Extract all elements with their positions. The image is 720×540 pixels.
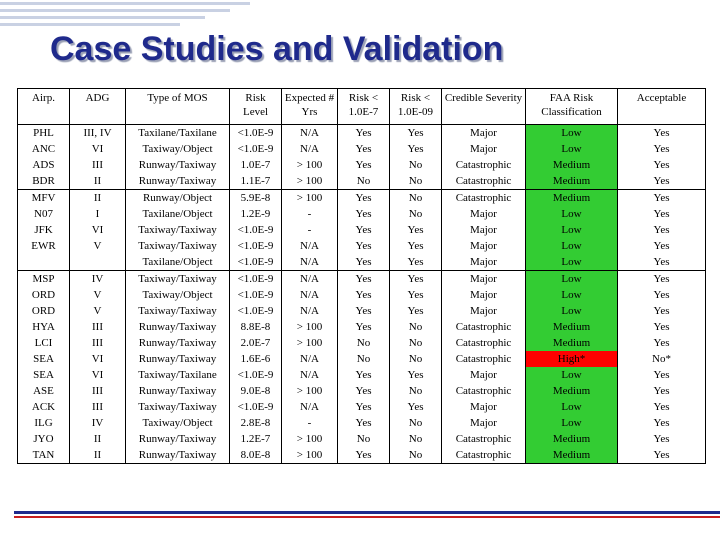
cell-line: No bbox=[408, 385, 423, 397]
cell-line: III bbox=[92, 401, 103, 413]
cell-line: > 100 bbox=[296, 385, 323, 397]
cell-line: Yes bbox=[355, 208, 372, 220]
cell-line: No* bbox=[652, 353, 671, 365]
cell-line: Yes bbox=[407, 289, 424, 301]
cell-airport bbox=[18, 271, 70, 464]
cell-adg bbox=[70, 125, 126, 190]
cell-line: EWR bbox=[31, 240, 56, 252]
cell-line: N/A bbox=[300, 240, 319, 252]
cell-line: Yes bbox=[653, 208, 670, 220]
cell-line: III bbox=[92, 321, 103, 333]
cell-line: Taxiway/Object bbox=[142, 143, 213, 155]
cell-line: V bbox=[93, 289, 102, 301]
cell-line: BDR bbox=[32, 175, 55, 187]
cell-line: III bbox=[92, 159, 103, 171]
cell-risk-1e7 bbox=[338, 125, 390, 190]
cell-line: Yes bbox=[653, 192, 670, 204]
page-title: Case Studies and Validation bbox=[50, 30, 504, 68]
table-row bbox=[18, 271, 706, 464]
cell-line: N/A bbox=[300, 256, 319, 268]
cell-line: ILG bbox=[34, 417, 53, 429]
bottom-rule-accent bbox=[14, 516, 720, 518]
cell-mos-type bbox=[126, 190, 230, 271]
cell-line: Yes bbox=[653, 305, 670, 317]
header-risk-1e7: Risk < 1.0E-7 bbox=[338, 89, 390, 125]
cell-line: No bbox=[356, 175, 371, 187]
cell-line: Yes bbox=[407, 240, 424, 252]
cell-line: Taxiway/Taxiway bbox=[138, 273, 217, 285]
cell-line: Catastrophic bbox=[455, 175, 512, 187]
cell-expected-years bbox=[282, 271, 338, 464]
cell-line: Yes bbox=[355, 143, 372, 155]
cell-line: Catastrophic bbox=[455, 159, 512, 171]
cell-line: Yes bbox=[407, 143, 424, 155]
faa-value: Medium bbox=[526, 335, 617, 351]
cell-line: Catastrophic bbox=[455, 385, 512, 397]
decorative-band bbox=[0, 0, 260, 34]
faa-value: Low bbox=[526, 141, 617, 157]
cell-line: <1.0E-9 bbox=[237, 256, 274, 268]
cell-line: Yes bbox=[355, 321, 372, 333]
cell-line: Yes bbox=[355, 256, 372, 268]
cell-line: III, IV bbox=[83, 127, 112, 139]
cell-line: HYA bbox=[32, 321, 55, 333]
cell-line: Catastrophic bbox=[455, 449, 512, 461]
cell-line: <1.0E-9 bbox=[237, 224, 274, 236]
cell-line: Runway/Taxiway bbox=[138, 175, 217, 187]
cell-line: Yes bbox=[653, 417, 670, 429]
faa-value: Low bbox=[526, 303, 617, 319]
cell-line: <1.0E-9 bbox=[237, 401, 274, 413]
cell-line: <1.0E-9 bbox=[237, 143, 274, 155]
faa-value: Low bbox=[526, 367, 617, 383]
cell-line: Yes bbox=[407, 305, 424, 317]
cell-risk-level bbox=[230, 190, 282, 271]
cell-adg bbox=[70, 271, 126, 464]
cell-line: Major bbox=[470, 369, 497, 381]
cell-line: Runway/Taxiway bbox=[138, 449, 217, 461]
cell-line: VI bbox=[91, 224, 104, 236]
cell-line: Yes bbox=[653, 159, 670, 171]
cell-line: 5.9E-8 bbox=[240, 192, 271, 204]
cell-line: - bbox=[307, 224, 312, 236]
faa-value: Medium bbox=[526, 319, 617, 335]
cell-line: Yes bbox=[355, 305, 372, 317]
cell-line: Major bbox=[470, 256, 497, 268]
cell-line: Major bbox=[470, 208, 497, 220]
cell-credible-severity bbox=[442, 190, 526, 271]
cell-line: Catastrophic bbox=[455, 353, 512, 365]
cell-line: Yes bbox=[653, 273, 670, 285]
header-credible-severity: Credible Severity bbox=[442, 89, 526, 125]
cell-expected-years bbox=[282, 125, 338, 190]
cell-line: Major bbox=[470, 224, 497, 236]
cell-line: LCI bbox=[34, 337, 53, 349]
cell-line: Yes bbox=[355, 369, 372, 381]
cell-line: Runway/Taxiway bbox=[138, 321, 217, 333]
cell-line: Yes bbox=[407, 369, 424, 381]
cell-line: Yes bbox=[653, 369, 670, 381]
cell-line: <1.0E-9 bbox=[237, 305, 274, 317]
cell-line: > 100 bbox=[296, 321, 323, 333]
cell-line: Runway/Taxiway bbox=[138, 337, 217, 349]
cell-line: Yes bbox=[355, 192, 372, 204]
cell-line: Catastrophic bbox=[455, 321, 512, 333]
cell-line: N/A bbox=[300, 273, 319, 285]
cell-line: Major bbox=[470, 401, 497, 413]
cell-line: 2.0E-7 bbox=[240, 337, 271, 349]
cell-line: > 100 bbox=[296, 159, 323, 171]
cell-risk-1e9 bbox=[390, 125, 442, 190]
cell-line: JYO bbox=[33, 433, 54, 445]
cell-line: 8.8E-8 bbox=[240, 321, 271, 333]
cell-line: Yes bbox=[653, 175, 670, 187]
header-expected-years: Expected # Yrs bbox=[282, 89, 338, 125]
cell-line: I bbox=[95, 208, 100, 220]
header-acceptable: Acceptable bbox=[618, 89, 706, 125]
cell-line: Yes bbox=[407, 224, 424, 236]
cell-line: Major bbox=[470, 143, 497, 155]
header-faa-classification: FAA Risk Classification bbox=[526, 89, 618, 125]
cell-line: Yes bbox=[653, 240, 670, 252]
cell-line: Yes bbox=[653, 289, 670, 301]
cell-line: MFV bbox=[31, 192, 56, 204]
cell-line: - bbox=[307, 208, 312, 220]
cell-line: Yes bbox=[653, 256, 670, 268]
faa-value: Medium bbox=[526, 447, 617, 463]
cell-line: 2.8E-8 bbox=[240, 417, 271, 429]
faa-value: High* bbox=[526, 351, 617, 367]
cell-line: 1.0E-7 bbox=[240, 159, 271, 171]
cell-line: Taxiway/Taxilane bbox=[138, 369, 217, 381]
cell-line: Yes bbox=[355, 385, 372, 397]
faa-value: Medium bbox=[526, 431, 617, 447]
cell-line: Yes bbox=[355, 240, 372, 252]
header-airport: Airp. bbox=[18, 89, 70, 125]
faa-value: Medium bbox=[526, 157, 617, 173]
cell-line: No bbox=[408, 159, 423, 171]
cell-faa-classification bbox=[526, 271, 618, 464]
cell-line: Catastrophic bbox=[455, 192, 512, 204]
faa-value: Medium bbox=[526, 173, 617, 189]
cell-line: Yes bbox=[653, 224, 670, 236]
faa-value: Low bbox=[526, 287, 617, 303]
cell-line: Taxiway/Taxiway bbox=[138, 240, 217, 252]
cell-line: Yes bbox=[653, 449, 670, 461]
cell-line: Yes bbox=[653, 401, 670, 413]
cell-line: Yes bbox=[653, 385, 670, 397]
cell-line: II bbox=[93, 433, 102, 445]
cell-line: 1.1E-7 bbox=[240, 175, 271, 187]
cell-line: Taxilane/Object bbox=[142, 208, 213, 220]
cell-line: II bbox=[93, 192, 102, 204]
cell-airport bbox=[18, 190, 70, 271]
cell-line: Taxilane/Taxilane bbox=[138, 127, 217, 139]
cell-line: Yes bbox=[653, 321, 670, 333]
table-header-row bbox=[18, 89, 706, 125]
cell-line: Runway/Object bbox=[142, 192, 213, 204]
cell-adg bbox=[70, 190, 126, 271]
cell-line: <1.0E-9 bbox=[237, 369, 274, 381]
cell-line: TAN bbox=[32, 449, 55, 461]
cell-line: Yes bbox=[355, 401, 372, 413]
cell-line: 9.0E-8 bbox=[240, 385, 271, 397]
faa-value: Medium bbox=[526, 383, 617, 399]
cell-line: Major bbox=[470, 289, 497, 301]
cell-mos-type bbox=[126, 271, 230, 464]
cell-line: Catastrophic bbox=[455, 337, 512, 349]
cell-risk-1e9 bbox=[390, 271, 442, 464]
cell-line: Major bbox=[470, 273, 497, 285]
cell-faa-classification bbox=[526, 190, 618, 271]
cell-line: No bbox=[408, 192, 423, 204]
cell-line: V bbox=[93, 305, 102, 317]
cell-line: Yes bbox=[355, 417, 372, 429]
cell-line: Yes bbox=[653, 337, 670, 349]
faa-value: Low bbox=[526, 399, 617, 415]
faa-value: Low bbox=[526, 415, 617, 431]
cell-line: Yes bbox=[653, 127, 670, 139]
cell-line: No bbox=[408, 353, 423, 365]
cell-line: No bbox=[408, 175, 423, 187]
faa-value: Low bbox=[526, 125, 617, 141]
table-row bbox=[18, 190, 706, 271]
cell-line: <1.0E-9 bbox=[237, 273, 274, 285]
cell-line: N/A bbox=[300, 143, 319, 155]
cell-line: ADS bbox=[32, 159, 55, 171]
cell-line: VI bbox=[91, 143, 104, 155]
cell-line: Major bbox=[470, 305, 497, 317]
cell-line: Yes bbox=[407, 401, 424, 413]
cell-line: Taxiway/Object bbox=[142, 289, 213, 301]
cell-line: Yes bbox=[407, 256, 424, 268]
cell-line: Catastrophic bbox=[455, 433, 512, 445]
cell-line: N/A bbox=[300, 289, 319, 301]
cell-line: 1.6E-6 bbox=[240, 353, 271, 365]
cell-acceptable bbox=[618, 271, 706, 464]
cell-line: > 100 bbox=[296, 449, 323, 461]
cell-line: Major bbox=[470, 240, 497, 252]
cell-line: IV bbox=[91, 417, 104, 429]
cell-line: Yes bbox=[355, 273, 372, 285]
cell-line: Runway/Taxiway bbox=[138, 433, 217, 445]
header-risk-1e9: Risk < 1.0E-09 bbox=[390, 89, 442, 125]
cell-line: Taxiway/Taxiway bbox=[138, 305, 217, 317]
cell-line: N/A bbox=[300, 401, 319, 413]
cell-risk-1e7 bbox=[338, 190, 390, 271]
cell-line: <1.0E-9 bbox=[237, 289, 274, 301]
cell-risk-level bbox=[230, 271, 282, 464]
cell-line: > 100 bbox=[296, 337, 323, 349]
cell-line: ANC bbox=[31, 143, 56, 155]
cell-line: Major bbox=[470, 127, 497, 139]
cell-line: Yes bbox=[355, 159, 372, 171]
cell-acceptable bbox=[618, 125, 706, 190]
cell-expected-years bbox=[282, 190, 338, 271]
cell-line: II bbox=[93, 175, 102, 187]
table-row bbox=[18, 125, 706, 190]
cell-line: Yes bbox=[407, 273, 424, 285]
cell-line: No bbox=[408, 417, 423, 429]
cell-line: No bbox=[408, 337, 423, 349]
cell-line: VI bbox=[91, 369, 104, 381]
cell-line: Runway/Taxiway bbox=[138, 159, 217, 171]
cell-risk-level bbox=[230, 125, 282, 190]
cell-faa-classification bbox=[526, 125, 618, 190]
cell-line: N/A bbox=[300, 127, 319, 139]
cell-line: - bbox=[307, 417, 312, 429]
header-risk-level: Risk Level bbox=[230, 89, 282, 125]
faa-value: Low bbox=[526, 254, 617, 270]
cell-credible-severity bbox=[442, 271, 526, 464]
cell-acceptable bbox=[618, 190, 706, 271]
cell-line: SEA bbox=[33, 353, 54, 365]
cell-line: Yes bbox=[355, 289, 372, 301]
header-adg: ADG bbox=[70, 89, 126, 125]
cell-line: <1.0E-9 bbox=[237, 240, 274, 252]
cell-line: Runway/Taxiway bbox=[138, 353, 217, 365]
cell-risk-1e7 bbox=[338, 271, 390, 464]
cell-line: Yes bbox=[355, 127, 372, 139]
cell-line: 1.2E-7 bbox=[240, 433, 271, 445]
cell-line: N/A bbox=[300, 353, 319, 365]
cell-line: Yes bbox=[653, 433, 670, 445]
cell-line: No bbox=[356, 337, 371, 349]
faa-value: Low bbox=[526, 206, 617, 222]
cell-line: PHL bbox=[33, 127, 54, 139]
cell-line: Taxiway/Object bbox=[142, 417, 213, 429]
faa-value: Low bbox=[526, 222, 617, 238]
cell-line: VI bbox=[91, 353, 104, 365]
bottom-rule bbox=[14, 511, 720, 514]
cell-credible-severity bbox=[442, 125, 526, 190]
cell-line: Yes bbox=[407, 127, 424, 139]
cell-line: IV bbox=[91, 273, 104, 285]
cell-line: V bbox=[93, 240, 102, 252]
cell-line: III bbox=[92, 337, 103, 349]
cell-line: Taxiway/Taxiway bbox=[138, 224, 217, 236]
cell-line: No bbox=[408, 321, 423, 333]
cell-line: No bbox=[356, 433, 371, 445]
cell-line: JFK bbox=[34, 224, 53, 236]
cell-line: Taxilane/Object bbox=[142, 256, 213, 268]
cell-line: 1.2E-9 bbox=[240, 208, 271, 220]
cell-line: ASE bbox=[33, 385, 54, 397]
cell-line: Yes bbox=[653, 143, 670, 155]
cell-line: Yes bbox=[355, 224, 372, 236]
cell-line: ACK bbox=[31, 401, 56, 413]
cell-mos-type bbox=[126, 125, 230, 190]
cell-line: No bbox=[356, 353, 371, 365]
cell-line: > 100 bbox=[296, 433, 323, 445]
cell-line: III bbox=[92, 385, 103, 397]
cell-airport bbox=[18, 125, 70, 190]
cell-line: N07 bbox=[34, 208, 53, 220]
cell-line: ORD bbox=[31, 305, 56, 317]
cell-line: Runway/Taxiway bbox=[138, 385, 217, 397]
cell-line: Major bbox=[470, 417, 497, 429]
cell-line: N/A bbox=[300, 305, 319, 317]
cell-line: No bbox=[408, 208, 423, 220]
faa-value: Low bbox=[526, 238, 617, 254]
cell-line: Yes bbox=[355, 449, 372, 461]
cell-line: <1.0E-9 bbox=[237, 127, 274, 139]
cell-risk-1e9 bbox=[390, 190, 442, 271]
cell-line: No bbox=[408, 433, 423, 445]
cell-line: No bbox=[408, 449, 423, 461]
cell-line: ORD bbox=[31, 289, 56, 301]
cell-line: II bbox=[93, 449, 102, 461]
cell-line: > 100 bbox=[296, 175, 323, 187]
cell-line: N/A bbox=[300, 369, 319, 381]
faa-value: Medium bbox=[526, 190, 617, 206]
case-study-table bbox=[17, 88, 706, 464]
cell-line: SEA bbox=[33, 369, 54, 381]
cell-line: > 100 bbox=[296, 192, 323, 204]
faa-value: Low bbox=[526, 271, 617, 287]
cell-line: MSP bbox=[32, 273, 55, 285]
cell-line: Taxiway/Taxiway bbox=[138, 401, 217, 413]
header-mos-type: Type of MOS bbox=[126, 89, 230, 125]
cell-line: 8.0E-8 bbox=[240, 449, 271, 461]
